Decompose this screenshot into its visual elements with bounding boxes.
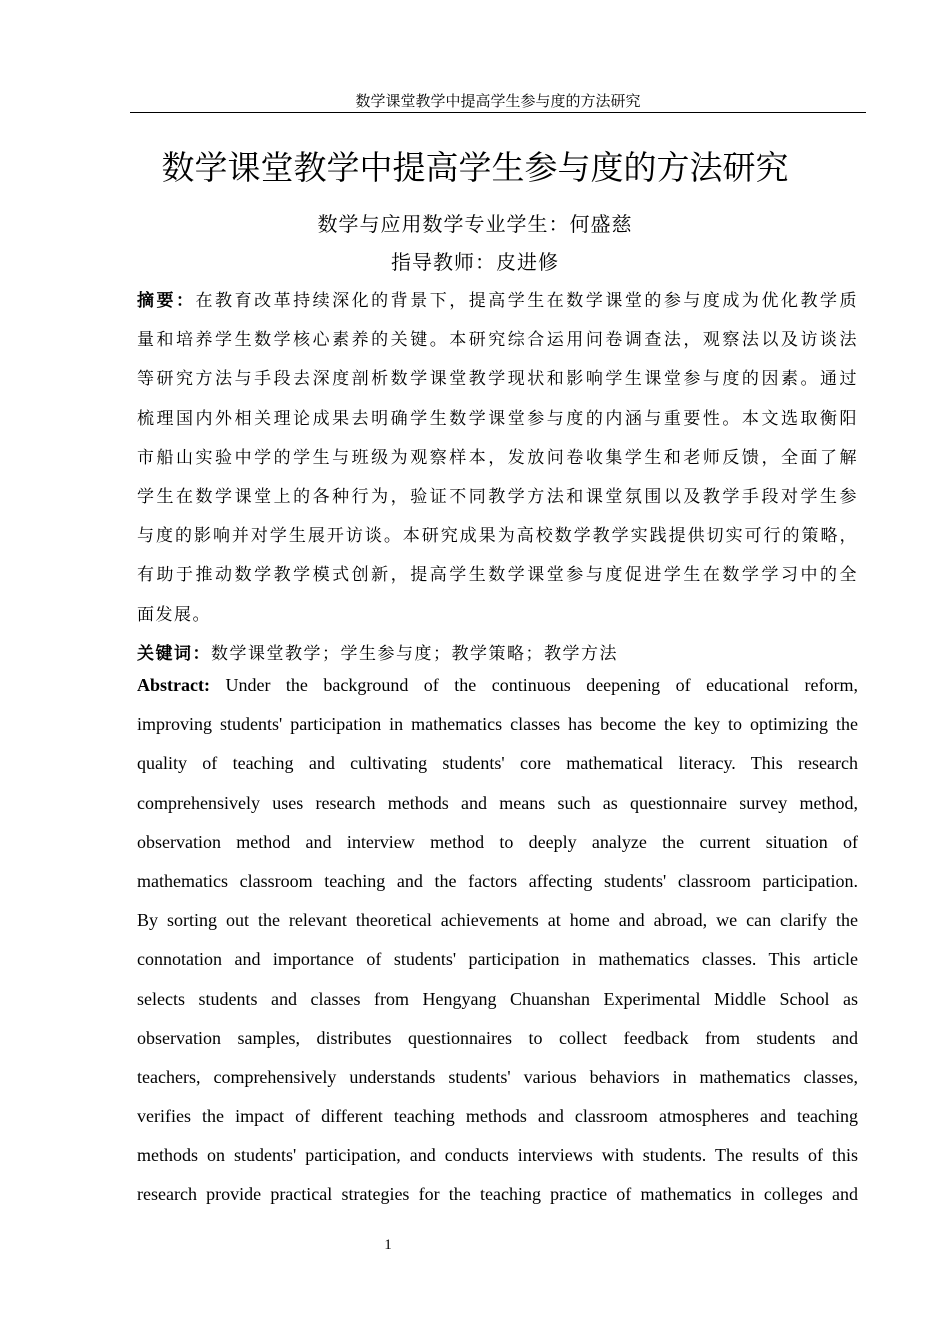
abstract-en-line: teachers, comprehensively understands students' various behaviors in mathematics classes,	[137, 1066, 858, 1087]
running-header: 数学课堂教学中提高学生参与度的方法研究	[355, 94, 641, 110]
abstract-cn-line: 市船山实验中学的学生与班级为观察样本，发放问卷收集学生和老师反馈，全面了解	[137, 447, 858, 467]
abstract-en-line: connotation and importance of students' participation in mathematics classes. This article	[137, 949, 858, 970]
abstract-cn-line: 与度的影响并对学生展开访谈。本研究成果为高校数学教学实践提供切实可行的策略，	[137, 526, 858, 546]
abstract-cn-label: 摘要：	[137, 291, 196, 310]
abstract-cn-line: 量和培养学生数学核心素养的关键。本研究综合运用问卷调查法，观察法以及访谈法	[137, 330, 858, 350]
abstract-en-line: observation method and interview method to deeply analyze the current situation of	[137, 831, 858, 852]
abstract-en-label: Abstract:	[137, 675, 210, 695]
abstract-en-line: research provide practical strategies for the teaching practice of mathematics in colleges and	[137, 1184, 858, 1205]
abstract-en	[137, 666, 858, 1215]
abstract-cn-line: 摘要：在教育改革持续深化的背景下，提高学生在数学课堂的参与度成为优化教学质	[137, 291, 859, 310]
abstract-en-line: methods on students' participation, and conducts interviews with students. The results of this	[137, 1145, 858, 1166]
page-number: 1	[384, 1237, 392, 1253]
abstract-en-line: verifies the impact of different teaching methods and classroom atmospheres and teaching	[137, 1106, 858, 1127]
keywords-label: 关键词：	[137, 643, 211, 663]
abstract-cn-line: 梳理国内外相关理论成果去明确学生数学课堂参与度的内涵与重要性。本文选取衡阳	[137, 408, 858, 428]
abstract-en-line: mathematics classroom teaching and the factors affecting students' classroom participation.	[137, 870, 858, 891]
header-rule	[130, 112, 866, 113]
author-line: 数学与应用数学专业学生：何盛慈	[317, 214, 633, 236]
abstract-en-line: improving students' participation in mathematics classes has become the key to optimizing the	[137, 714, 858, 735]
abstract-en-line: selects students and classes from Hengyang Chuanshan Experimental Middle School as	[137, 988, 858, 1009]
abstract-cn-line: 面发展。	[137, 604, 211, 624]
abstract-cn	[137, 281, 858, 673]
advisor-line: 指导教师：皮进修	[391, 252, 559, 274]
abstract-en-line: Abstract: Under the background of the continuous deepening of educational reform,	[137, 675, 858, 695]
abstract-cn-line: 等研究方法与手段去深度剖析数学课堂教学现状和影响学生课堂参与度的因素。通过	[137, 369, 858, 389]
abstract-cn-line: 学生在数学课堂上的各种行为，验证不同教学方法和课堂氛围以及教学手段对学生参	[137, 486, 858, 506]
abstract-en-line: quality of teaching and cultivating students' core mathematical literacy. This research	[137, 753, 858, 774]
abstract-en-line: comprehensively uses research methods and means such as questionnaire survey method,	[137, 792, 858, 813]
page-title: 数学课堂教学中提高学生参与度的方法研究	[161, 148, 789, 187]
abstract-en-line: By sorting out the relevant theoretical achievements at home and abroad, we can clarify the	[137, 910, 858, 931]
abstract-cn-line: 有助于推动数学教学模式创新，提高学生数学课堂参与度促进学生在数学学习中的全	[137, 565, 858, 585]
keywords-text: 数学课堂教学；学生参与度；教学策略；教学方法	[211, 643, 618, 663]
abstract-en-line: observation samples, distributes questionnaires to collect feedback from students and	[137, 1027, 858, 1048]
